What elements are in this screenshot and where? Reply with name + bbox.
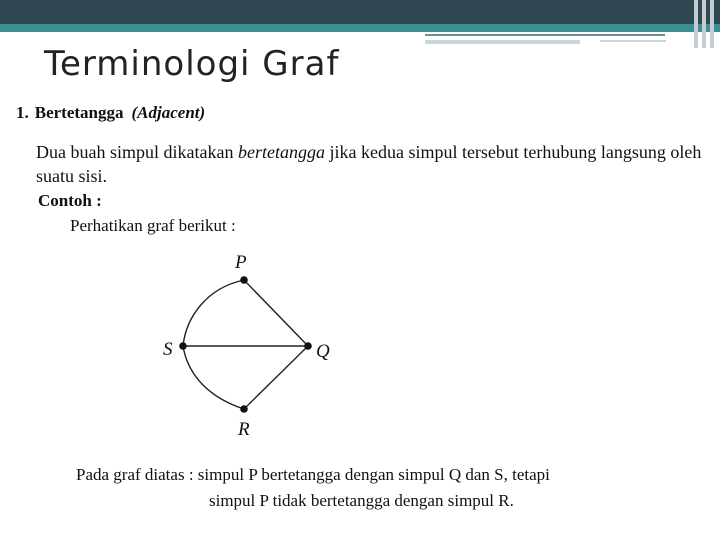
node-label-s: S	[163, 339, 173, 360]
corner-stripe	[694, 0, 698, 48]
header-accent-bar	[0, 24, 720, 32]
definition-part1: Dua buah simpul dikatakan	[36, 142, 238, 162]
node-r	[240, 405, 248, 413]
decorative-rule	[600, 40, 666, 42]
graph-nodes	[179, 276, 312, 413]
edge-s-r	[183, 346, 244, 409]
corner-stripe	[702, 0, 706, 48]
conclusion-text	[76, 462, 550, 514]
item-heading	[16, 103, 205, 123]
node-s	[179, 342, 187, 350]
item-english-term: (Adjacent)	[131, 103, 206, 122]
definition-part2: jika kedua simpul tersebut terhubung langsung oleh suatu sisi.	[36, 142, 702, 186]
edge-p-q	[244, 280, 308, 346]
node-label-r: R	[238, 419, 250, 440]
header-bar	[0, 0, 720, 24]
slide-title: Terminologi Graf	[44, 44, 340, 84]
graph-edges	[183, 280, 308, 409]
item-number: 1.	[16, 103, 29, 122]
example-label: Contoh :	[38, 191, 102, 210]
graph-diagram	[150, 240, 350, 445]
edge-p-s	[183, 280, 244, 346]
item-term: Bertetangga	[34, 103, 124, 122]
conclusion-line-2: simpul P tidak bertetangga dengan simpul R.	[209, 491, 514, 510]
conclusion-line-1: Pada graf diatas : simpul P bertetangga dengan simpul Q dan S, tetapi	[76, 465, 550, 484]
node-label-q: Q	[316, 341, 330, 362]
node-q	[304, 342, 312, 350]
edge-r-q	[244, 346, 308, 409]
decorative-rule	[425, 34, 665, 36]
definition-text	[36, 140, 706, 188]
decorative-rule	[425, 40, 580, 44]
node-label-p: P	[235, 252, 247, 273]
node-p	[240, 276, 248, 284]
definition-emphasis: bertetangga	[237, 142, 325, 162]
corner-stripe	[710, 0, 714, 48]
example-intro: Perhatikan graf berikut :	[70, 216, 236, 235]
